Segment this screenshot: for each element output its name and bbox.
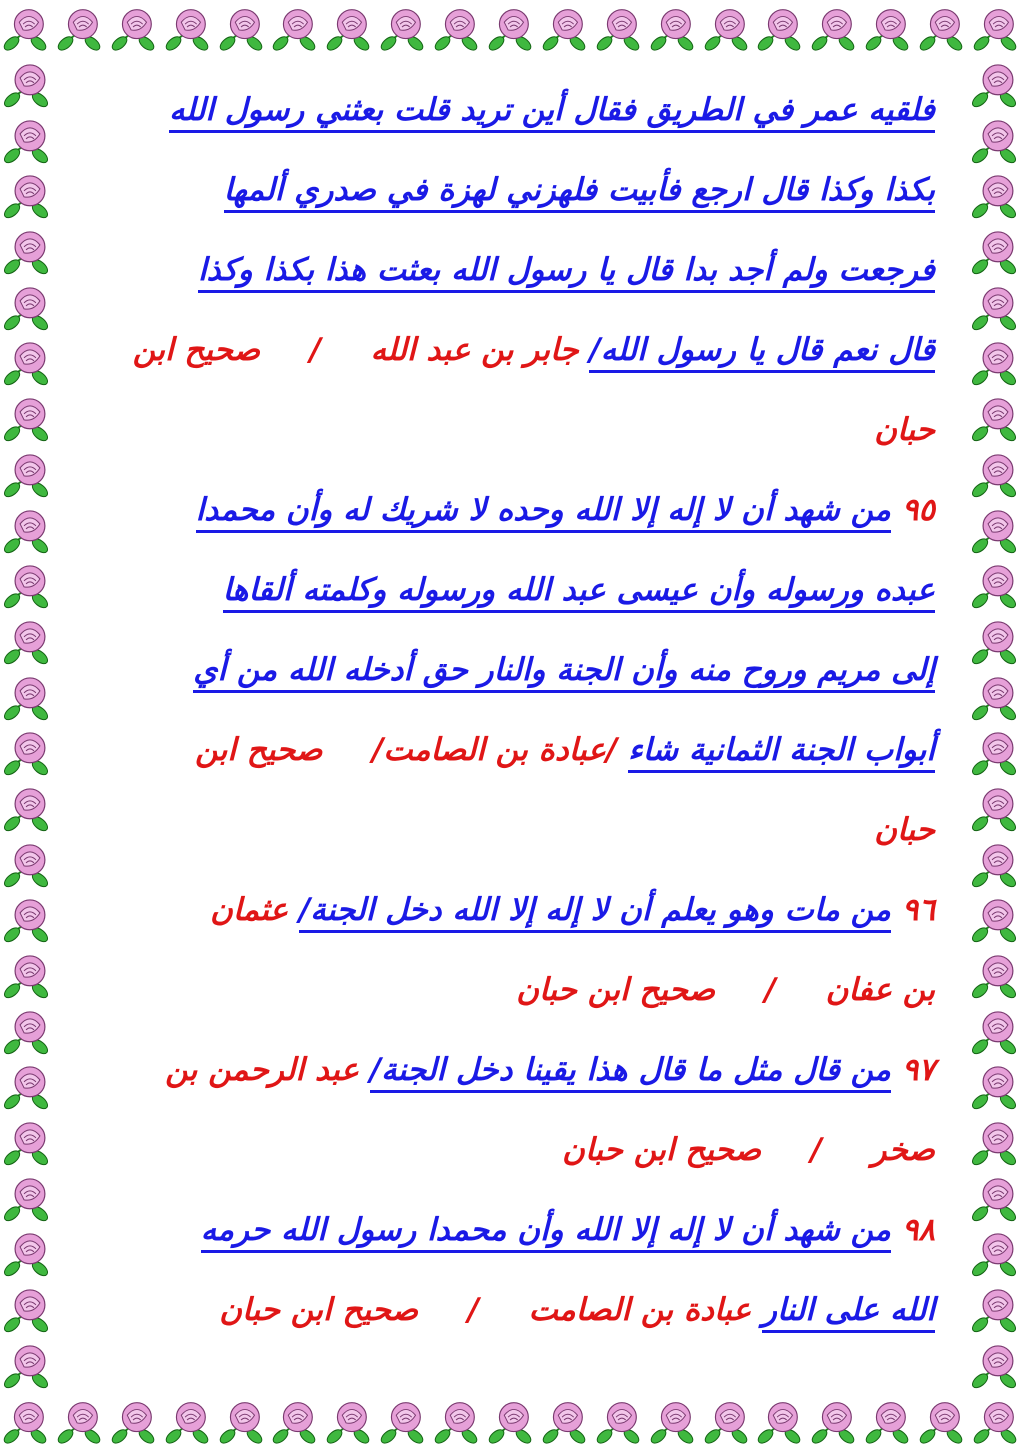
hadith-98-line [95,1200,935,1280]
rose-icon [968,390,1024,446]
rose-icon [0,446,56,502]
rose-icon [0,1225,56,1281]
text-line [95,1120,935,1200]
text-line [95,1280,935,1360]
rose-icon [968,1170,1024,1226]
narrator: بن عفان [825,972,935,1008]
text-line [95,800,935,880]
rose-icon [593,1393,647,1449]
grade-separator: / [309,332,322,368]
rose-icon [0,947,56,1003]
rose-icon [54,1393,108,1449]
hadith-number: ٩٥ [901,492,935,528]
grade: صحيح ابن [195,732,323,768]
grade-separator: / [810,1132,822,1168]
rose-icon [0,557,56,613]
narrator: صخر [871,1132,935,1168]
border-bottom [0,1393,1024,1449]
text-line [95,160,935,240]
hadith-text: بكذا وكذا قال ارجع فأبيت فلهزني لهزة في صدري ألمها [224,172,935,213]
rose-icon [0,1058,56,1114]
rose-icon [269,0,323,56]
rose-icon [162,0,216,56]
rose-icon [0,334,56,390]
rose-icon [968,947,1024,1003]
rose-icon [0,1393,54,1449]
rose-icon [0,613,56,669]
grade: حبان [874,412,935,448]
rose-icon [485,0,539,56]
rose-icon [0,112,56,168]
rose-icon [0,780,56,836]
rose-icon [701,0,755,56]
rose-icon [701,1393,755,1449]
rose-icon [323,1393,377,1449]
rose-icon [968,557,1024,613]
rose-icon [968,613,1024,669]
rose-icon [431,1393,485,1449]
rose-icon [216,0,270,56]
rose-icon [968,1058,1024,1114]
rose-icon [968,669,1024,725]
rose-icon [754,0,808,56]
hadith-96-line [95,880,935,960]
rose-icon [862,1393,916,1449]
hadith-text: فرجعت ولم أجد بدا قال يا رسول الله بعثت هذا بكذا وكذا [198,252,935,293]
grade: صحيح ابن [132,332,261,368]
grade: حبان [874,812,935,848]
text-line [95,400,935,480]
text-line [95,960,935,1040]
rose-icon [0,0,54,56]
rose-icon [0,1003,56,1059]
grade: صحيح ابن حبان [219,1292,419,1328]
hadith-text: فلقيه عمر في الطريق فقال أين تريد قلت بعثني رسول الله [169,92,935,133]
rose-icon [862,0,916,56]
rose-icon [968,780,1024,836]
rose-icon [377,0,431,56]
hadith-text: من قال مثل ما قال هذا يقينا دخل الجنة/ [370,1052,891,1093]
hadith-text: إلى مريم وروح منه وأن الجنة والنار حق أدخله الله من أي [193,652,935,693]
rose-icon [593,0,647,56]
rose-icon [968,112,1024,168]
grade-separator: / [467,1292,480,1328]
hadith-text: من شهد أن لا إله إلا الله وأن محمدا رسول الله حرمه [201,1212,891,1253]
rose-icon [968,167,1024,223]
border-top [0,0,1024,56]
rose-icon [0,167,56,223]
rose-icon [968,724,1024,780]
rose-icon [216,1393,270,1449]
rose-icon [0,669,56,725]
hadith-text: عبده ورسوله وأن عيسى عبد الله ورسوله وكلمته ألقاها [223,572,935,613]
rose-icon [162,1393,216,1449]
hadith-number: ٩٦ [901,892,935,928]
rose-icon [968,56,1024,112]
rose-icon [539,0,593,56]
rose-icon [377,1393,431,1449]
rose-icon [968,1337,1024,1393]
rose-icon [647,1393,701,1449]
hadith-text: الله على النار [762,1292,935,1333]
narrator: عثمان [210,892,289,928]
narrator: عبد الرحمن بن [165,1052,359,1088]
rose-icon [0,1337,56,1393]
rose-icon [968,836,1024,892]
rose-icon [431,0,485,56]
rose-icon [0,1281,56,1337]
rose-icon [0,390,56,446]
text-line [95,560,935,640]
narrator: عبادة بن الصامت [528,1292,752,1328]
hadith-text: قال نعم قال يا رسول الله/ [589,332,935,373]
hadith-text: أبواب الجنة الثمانية شاء [628,732,935,773]
rose-icon [916,1393,970,1449]
rose-icon [968,1003,1024,1059]
rose-icon [647,0,701,56]
rose-icon [0,1114,56,1170]
rose-icon [108,0,162,56]
rose-icon [485,1393,539,1449]
rose-icon [968,223,1024,279]
rose-icon [754,1393,808,1449]
rose-icon [968,502,1024,558]
rose-icon [970,0,1024,56]
hadith-95-line [95,480,935,560]
rose-icon [968,446,1024,502]
text-line [95,240,935,320]
rose-icon [968,1225,1024,1281]
rose-icon [0,223,56,279]
rose-icon [0,56,56,112]
hadith-number: ٩٧ [901,1052,935,1088]
text-line [95,320,935,400]
grade-separator: / [764,972,776,1008]
rose-icon [0,1170,56,1226]
rose-icon [0,502,56,558]
hadith-text: من شهد أن لا إله إلا الله وحده لا شريك له وأن محمدا [196,492,891,533]
rose-icon [968,279,1024,335]
rose-icon [54,0,108,56]
text-line [95,640,935,720]
narrator: جابر بن عبد الله [370,332,579,368]
rose-icon [0,279,56,335]
rose-icon [269,1393,323,1449]
rose-icon [968,1114,1024,1170]
rose-icon [968,334,1024,390]
hadith-number: ٩٨ [901,1212,935,1248]
grade: صحيح ابن حبان [516,972,716,1008]
narrator: /عبادة بن الصامت/ [372,732,618,768]
rose-icon [808,0,862,56]
rose-icon [0,724,56,780]
rose-icon [0,836,56,892]
grade: صحيح ابن حبان [562,1132,762,1168]
rose-icon [970,1393,1024,1449]
rose-icon [916,0,970,56]
rose-icon [968,891,1024,947]
rose-icon [968,1281,1024,1337]
border-right [968,56,1024,1393]
text-line [95,720,935,800]
rose-icon [0,891,56,947]
rose-icon [808,1393,862,1449]
hadith-page [95,80,935,1380]
rose-icon [539,1393,593,1449]
hadith-text: من مات وهو يعلم أن لا إله إلا الله دخل الجنة/ [299,892,891,933]
rose-icon [108,1393,162,1449]
text-line [95,80,935,160]
rose-icon [323,0,377,56]
border-left [0,56,56,1393]
hadith-97-line [95,1040,935,1120]
